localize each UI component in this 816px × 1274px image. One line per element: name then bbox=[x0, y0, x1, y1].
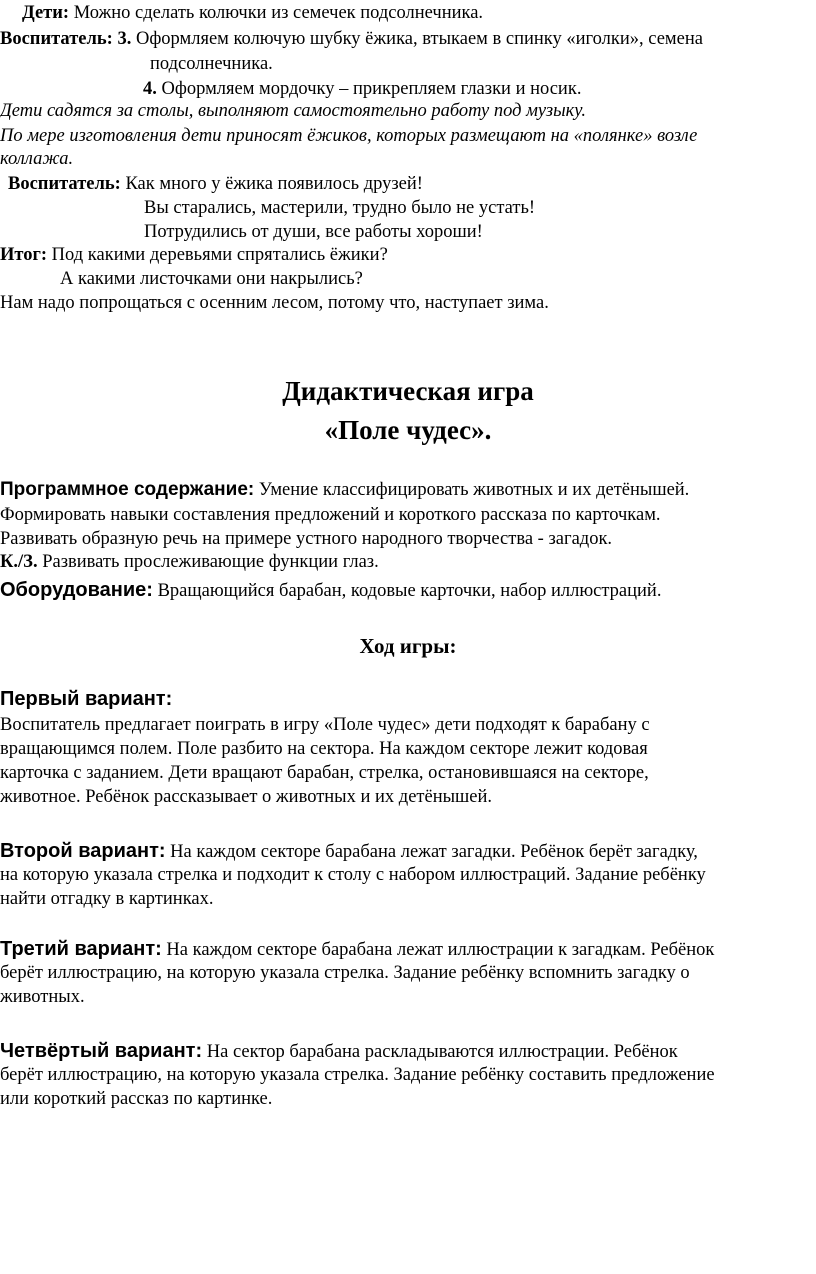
text-step3: Оформляем колючую шубку ёжика, втыкаем в спинку «иголки», семена bbox=[131, 29, 703, 49]
text-farewell: Нам надо попрощаться с осенним лесом, потому что, наступает зима. bbox=[0, 293, 549, 313]
line-children-remark bbox=[22, 2, 483, 24]
text-program-3: Развивать образную речь на примере устного народного творчества - загадок. bbox=[0, 529, 613, 549]
label-equipment: Оборудование: bbox=[0, 579, 153, 601]
line-step3-cont bbox=[150, 53, 273, 75]
line-program-2 bbox=[0, 504, 661, 526]
label-step4: 4. bbox=[143, 79, 157, 99]
label-summary: Итог: bbox=[0, 245, 48, 265]
text-equipment: Вращающийся барабан, кодовые карточки, набор иллюстраций. bbox=[152, 581, 662, 601]
text-variant4-3: или короткий рассказ по картинке. bbox=[0, 1089, 273, 1109]
line-variant1-4 bbox=[0, 786, 492, 808]
line-kz bbox=[0, 551, 379, 573]
text-poem-1: Вы старались, мастерили, трудно было не устать! bbox=[144, 198, 536, 218]
text-instruction-2: По мере изготовления дети приносят ёжиков, которых размещают на «полянке» возле bbox=[0, 126, 698, 146]
line-farewell bbox=[0, 292, 549, 314]
label-variant2: Второй вариант: bbox=[0, 840, 166, 862]
text-question: А какими листочками они накрылись? bbox=[60, 269, 363, 289]
game-title-line2: «Поле чудес». bbox=[324, 415, 492, 445]
line-question bbox=[60, 268, 363, 290]
text-variant1-4: животное. Ребёнок рассказывает о животных и их детёнышей. bbox=[0, 787, 493, 807]
line-program bbox=[0, 479, 689, 501]
line-poem-2 bbox=[144, 221, 483, 243]
line-variant2-3 bbox=[0, 888, 214, 910]
text-step4: Оформляем мордочку – прикрепляем глазки и носик. bbox=[156, 79, 582, 99]
text-teacher-remark: Как много у ёжика появилось друзей! bbox=[120, 174, 423, 194]
label-kz: К./З. bbox=[0, 552, 38, 572]
text-variant3-3: животных. bbox=[0, 987, 85, 1007]
line-variant1-2 bbox=[0, 738, 648, 760]
line-program-3 bbox=[0, 528, 612, 550]
text-variant2-2: на которую указала стрелка и подходит к столу с набором иллюстраций. Задание ребёнку bbox=[0, 865, 706, 885]
line-teacher-remark bbox=[8, 173, 423, 195]
text-poem-2: Потрудились от души, все работы хороши! bbox=[144, 222, 483, 242]
text-variant4-1: На сектор барабана раскладываются иллюстрации. Ребёнок bbox=[202, 1042, 678, 1062]
line-variant4-1 bbox=[0, 1040, 678, 1063]
text-variant1-3: карточка с заданием. Дети вращают барабан, стрелка, остановившаяся на секторе, bbox=[0, 763, 649, 783]
text-variant1-2: вращающимся полем. Поле разбито на сектора. На каждом секторе лежит кодовая bbox=[0, 739, 648, 759]
game-title-line1: Дидактическая игра bbox=[282, 376, 534, 406]
text-kz: Развивать прослеживающие функции глаз. bbox=[37, 552, 379, 572]
label-variant4: Четвёртый вариант: bbox=[0, 1040, 203, 1062]
text-program-2: Формировать навыки составления предложений и короткого рассказа по карточкам. bbox=[0, 505, 661, 525]
line-variant3-2 bbox=[0, 962, 690, 984]
text-summary: Под какими деревьями спрятались ёжики? bbox=[47, 245, 388, 265]
text-variant4-2: берёт иллюстрацию, на которую указала стрелка. Задание ребёнку составить предложение bbox=[0, 1065, 715, 1085]
label-variant3: Третий вариант: bbox=[0, 938, 162, 960]
course-title: Ход игры: bbox=[359, 634, 457, 658]
text-variant2-3: найти отгадку в картинках. bbox=[0, 889, 214, 909]
label-variant1: Первый вариант: bbox=[0, 688, 173, 710]
text-children: Можно сделать колючки из семечек подсолнечника. bbox=[69, 3, 484, 23]
text-variant1-1: Воспитатель предлагает поиграть в игру «Поле чудес» дети подходят к барабану с bbox=[0, 715, 650, 735]
text-program-1: Умение классифицировать животных и их детёнышей. bbox=[254, 480, 690, 500]
line-poem-1 bbox=[144, 197, 535, 219]
line-variant1-1 bbox=[0, 714, 650, 736]
text-step3-cont: подсолнечника. bbox=[150, 54, 273, 74]
line-summary bbox=[0, 244, 388, 266]
line-variant4-3 bbox=[0, 1088, 272, 1110]
line-variant2-2 bbox=[0, 864, 706, 886]
line-variant3-1 bbox=[0, 938, 714, 961]
line-variant4-2 bbox=[0, 1064, 715, 1086]
line-equipment bbox=[0, 579, 661, 602]
text-variant3-1: На каждом секторе барабана лежат иллюстрации к загадкам. Ребёнок bbox=[161, 940, 715, 960]
text-instruction-1: Дети садятся за столы, выполняют самостоятельно работу под музыку. bbox=[0, 101, 586, 121]
label-teacher-step3: Воспитатель: 3. bbox=[0, 29, 132, 49]
line-variant1-3 bbox=[0, 762, 649, 784]
text-variant3-2: берёт иллюстрацию, на которую указала стрелка. Задание ребёнку вспомнить загадку о bbox=[0, 963, 690, 983]
label-teacher: Воспитатель: bbox=[8, 174, 121, 194]
text-variant2-1: На каждом секторе барабана лежат загадки. Ребёнок берёт загадку, bbox=[165, 842, 698, 862]
line-instruction-3 bbox=[0, 148, 73, 170]
line-variant2-1 bbox=[0, 840, 698, 863]
line-instruction-2 bbox=[0, 125, 697, 147]
line-variant3-3 bbox=[0, 986, 85, 1008]
line-teacher-step3 bbox=[0, 28, 703, 50]
line-instruction-1 bbox=[0, 100, 586, 122]
text-instruction-3: коллажа. bbox=[0, 149, 74, 169]
line-step4 bbox=[143, 78, 581, 100]
line-variant1-heading bbox=[0, 688, 172, 711]
label-program: Программное содержание: bbox=[0, 479, 255, 500]
label-children: Дети: bbox=[22, 3, 70, 23]
